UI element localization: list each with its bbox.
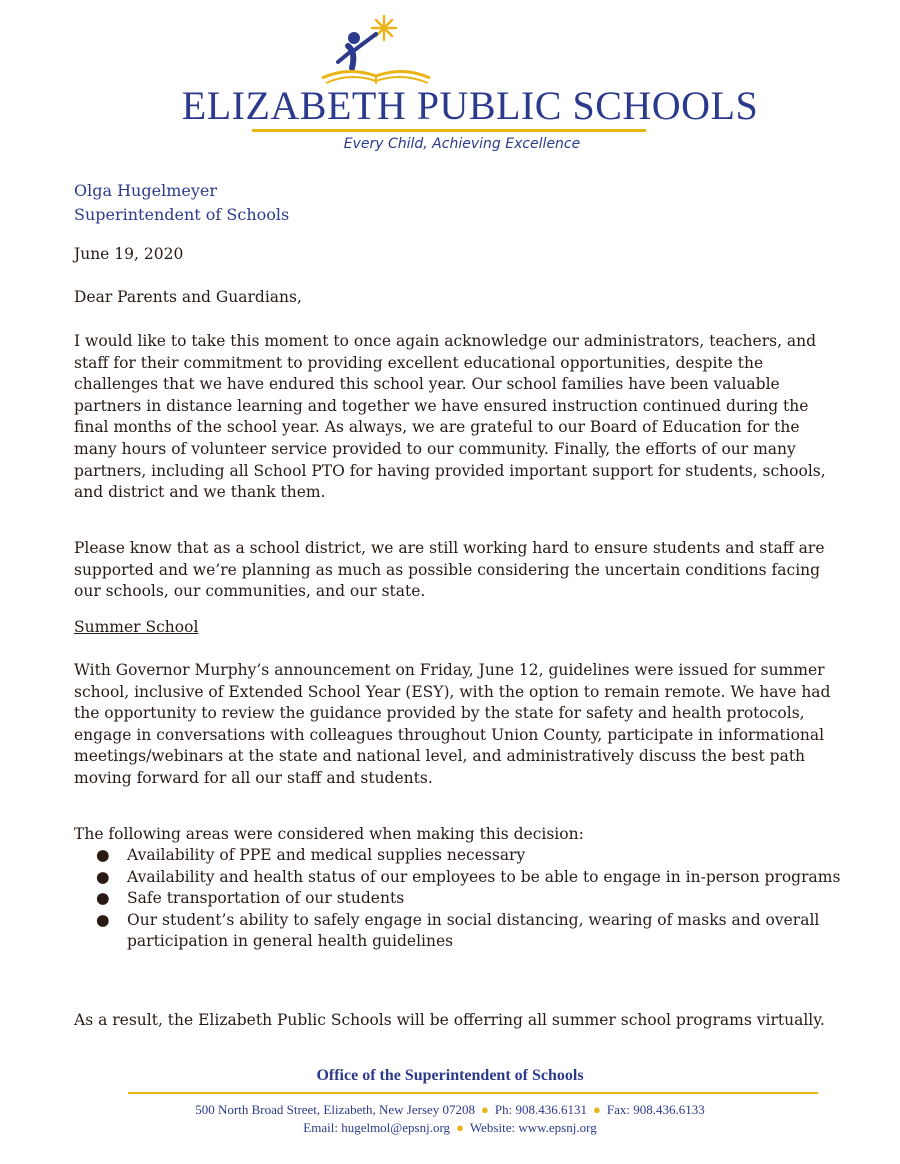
footer-phone: Ph: 908.436.6131 bbox=[494, 1102, 587, 1117]
salutation: Dear Parents and Guardians, bbox=[74, 288, 302, 306]
list-item: ● Safe transportation of our students bbox=[74, 888, 844, 910]
bullet-icon: ● bbox=[96, 889, 110, 908]
footer-contact-line-1 bbox=[0, 1102, 900, 1118]
footer-email[interactable]: Email: hugelmol@epsnj.org bbox=[303, 1120, 451, 1135]
bullet-icon: ● bbox=[96, 910, 110, 929]
district-tagline: Every Child, Achieving Excellence bbox=[343, 136, 581, 152]
bullet-icon: ● bbox=[96, 867, 110, 886]
district-name: ELIZABETH PUBLIC SCHOOLS bbox=[181, 83, 759, 128]
separator-dot-icon: ● bbox=[456, 1120, 464, 1135]
paragraph-conclusion: As a result, the Elizabeth Public Schools will be offerring all summer school programs virtually. bbox=[74, 1011, 825, 1029]
footer-address: 500 North Broad Street, Elizabeth, New Jersey 07208 bbox=[195, 1102, 476, 1117]
paragraph-acknowledgement: I would like to take this moment to once again acknowledge our administrators, teachers, and staff for their commitment to providing excellent educational opportunities, despite the challenges that we have endured this school year. Our school families have been valuable partners in distance learning and together we have ensured instruction continued during the final months of the school year. As always, we are grateful to our Board of Education for the many hours of volunteer service provided to our community. Finally, the efforts of our many partners, including all School PTO for having provided important support for students, schools, and district and we thank them. bbox=[74, 332, 826, 502]
footer-office-title: Office of the Superintendent of Schools bbox=[316, 1067, 584, 1084]
list-intro: The following areas were considered when making this decision: bbox=[74, 825, 584, 843]
separator-dot-icon: ● bbox=[593, 1102, 601, 1117]
logo-divider bbox=[252, 129, 646, 132]
sender-name: Olga Hugelmeyer bbox=[74, 181, 217, 200]
separator-dot-icon: ● bbox=[481, 1102, 489, 1117]
footer-website[interactable]: Website: www.epsnj.org bbox=[469, 1120, 597, 1135]
footer-fax: Fax: 908.436.6133 bbox=[606, 1102, 705, 1117]
considerations-list bbox=[74, 845, 844, 953]
paragraph-district-planning: Please know that as a school district, we are still working hard to ensure students and staff are supported and we’re planning as much as possible considering the uncertain conditions facing our schools, our communities, and our state. bbox=[74, 539, 825, 601]
reading-child-logo-icon bbox=[318, 12, 438, 88]
footer-contact-line-2 bbox=[0, 1120, 900, 1136]
letter-date: June 19, 2020 bbox=[74, 245, 184, 263]
bullet-icon: ● bbox=[96, 846, 110, 864]
list-item: ● Availability of PPE and medical supplies necessary bbox=[74, 845, 844, 867]
letterhead-logo bbox=[0, 8, 900, 158]
footer-divider bbox=[128, 1092, 818, 1094]
section-heading-summer-school: Summer School bbox=[74, 618, 199, 636]
sender-role: Superintendent of Schools bbox=[74, 205, 290, 224]
list-item: ● Our student’s ability to safely engage in social distancing, wearing of masks and overall participation in general health guidelines bbox=[96, 910, 820, 951]
list-item: ● Availability and health status of our employees to be able to engage in in-person programs bbox=[74, 867, 844, 889]
sender-block bbox=[74, 179, 289, 227]
paragraph-governor-announcement: With Governor Murphy’s announcement on Friday, June 12, guidelines were issued for summer school, inclusive of Extended School Year (ESY), with the option to remain remote. We have had the opportunity to review the guidance provided by the state for safety and health protocols, engage in conversations with colleagues throughout Union County, participate in informational meetings/webinars at the state and national level, and administratively discuss the best path moving forward for all our staff and students. bbox=[74, 661, 831, 787]
